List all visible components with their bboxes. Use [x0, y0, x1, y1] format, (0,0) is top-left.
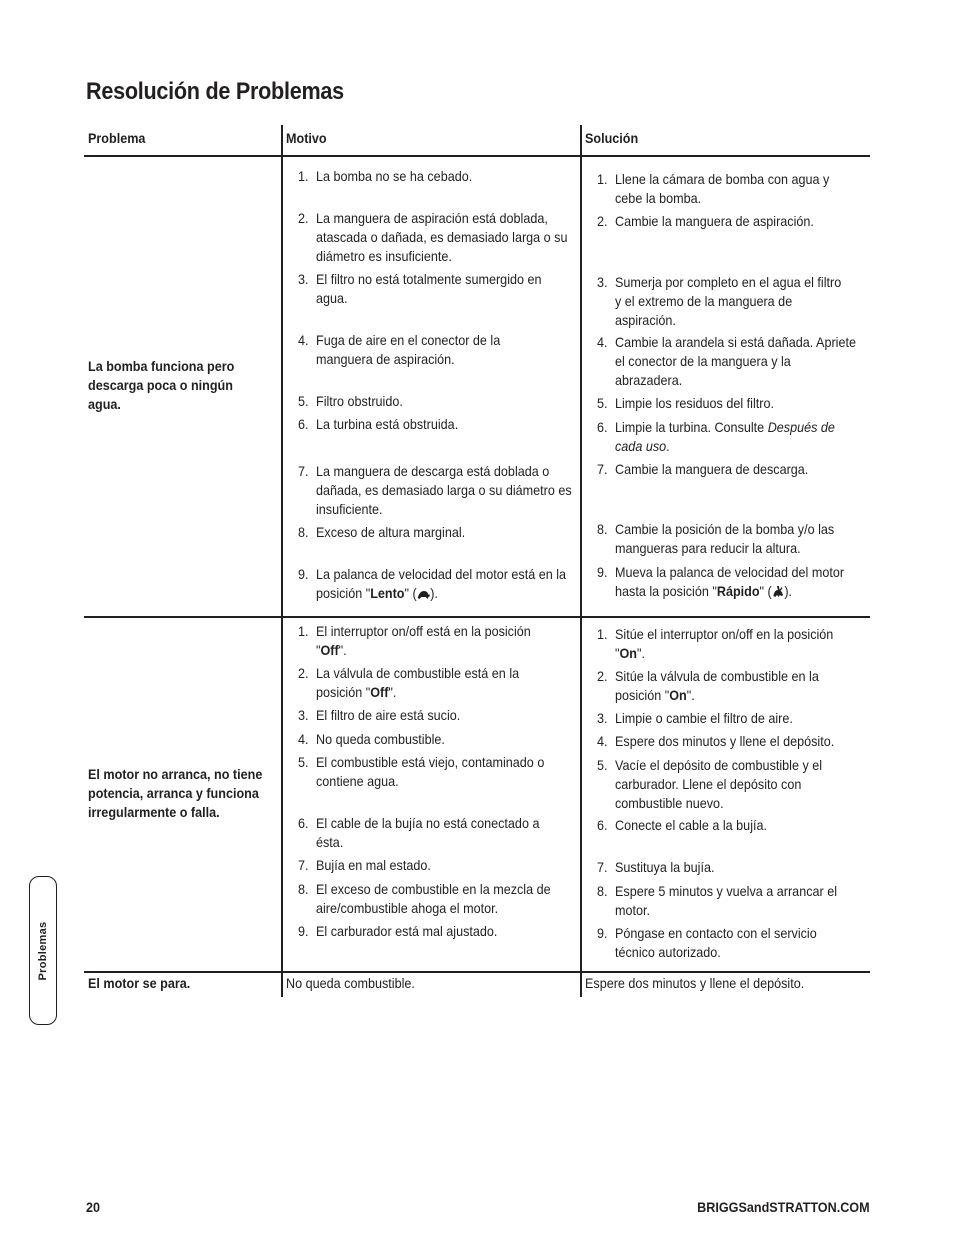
section-side-tab [29, 876, 57, 1025]
rabbit-icon [772, 585, 785, 598]
header-motivo: Motivo [286, 130, 327, 146]
problem-pump-low-flow: La bomba funciona pero descarga poca o ningún agua. [88, 358, 235, 412]
problem-engine-no-start: El motor no arranca, no tiene potencia, arranca y funciona irregularmente o falla. [88, 766, 263, 820]
footer-website: BRIGGSandSTRATTON.COM [697, 1199, 870, 1215]
column-divider [580, 125, 582, 997]
row-divider [84, 971, 870, 973]
row-divider [84, 616, 870, 618]
page-title: Resolución de Problemas [86, 78, 344, 105]
side-tab-label: Problemas [37, 921, 49, 980]
header-solucion: Solución [585, 130, 639, 146]
solution-refill: Espere dos minutos y llene el depósito. [585, 975, 805, 991]
problem-engine-stops: El motor se para. [88, 975, 191, 991]
page-number: 20 [86, 1199, 101, 1215]
header-problema: Problema [88, 130, 146, 146]
cause-no-fuel: No queda combustible. [286, 975, 415, 991]
column-divider [281, 125, 283, 997]
turtle-icon [417, 590, 431, 600]
row-divider [84, 155, 870, 157]
